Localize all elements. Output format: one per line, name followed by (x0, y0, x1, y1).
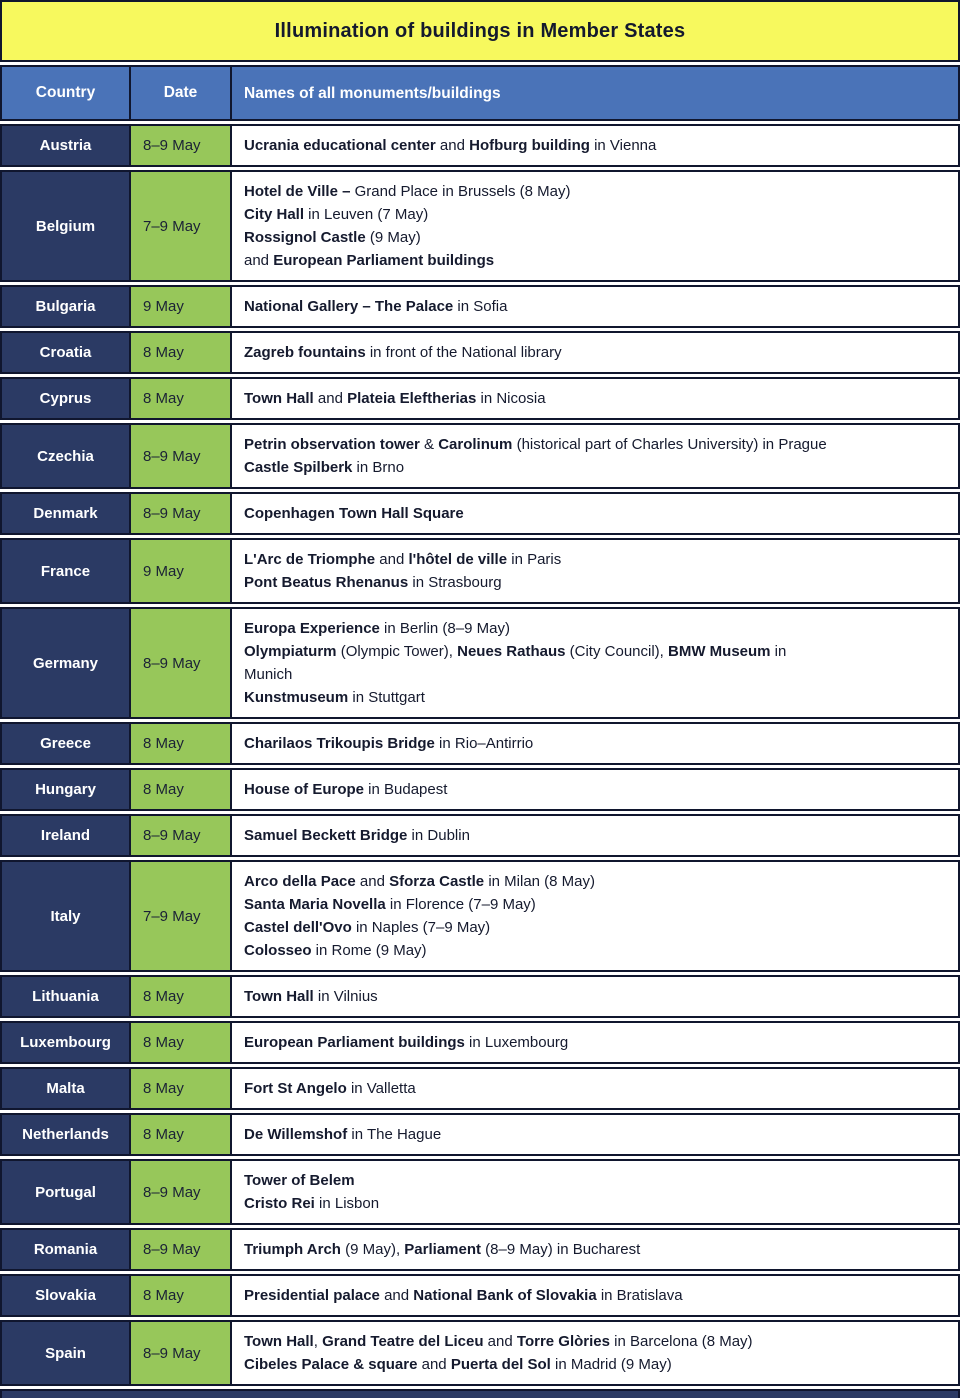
date-cell: 8 May (129, 1023, 230, 1062)
table-header-row (0, 65, 960, 121)
country-cell: Croatia (2, 333, 129, 372)
monument-line: L'Arc de Triomphe and l'hôtel de ville in Paris (244, 551, 562, 568)
monument-line: European Parliament buildings in Luxembourg (244, 1034, 569, 1051)
monuments-cell (230, 816, 958, 855)
monument-line: City Hall in Leuven (7 May) (244, 206, 429, 223)
table-row (0, 607, 960, 719)
country-cell: Slovakia (2, 1276, 129, 1315)
monuments-cell (230, 770, 958, 809)
monuments-cell (230, 494, 958, 533)
monuments-cell (230, 333, 958, 372)
monument-line: Tower of Belem (244, 1172, 355, 1189)
monuments-cell (230, 126, 958, 165)
monuments-cell (230, 977, 958, 1016)
next-row-partial (0, 1389, 960, 1398)
table-row (0, 1159, 960, 1225)
monument-line: Rossignol Castle (9 May) (244, 229, 421, 246)
table-row (0, 1113, 960, 1156)
country-cell: Bulgaria (2, 287, 129, 326)
page-title: Illumination of buildings in Member States (0, 0, 960, 62)
date-cell: 8 May (129, 724, 230, 763)
monument-line: Town Hall and Plateia Eleftherias in Nicosia (244, 390, 546, 407)
table-row (0, 492, 960, 535)
monument-line: Castel dell'Ovo in Naples (7–9 May) (244, 919, 491, 936)
monuments-cell (230, 379, 958, 418)
column-header-date: Date (129, 67, 230, 119)
monument-line: Europa Experience in Berlin (8–9 May) (244, 620, 510, 637)
monument-line: Pont Beatus Rhenanus in Strasbourg (244, 574, 502, 591)
country-cell: Malta (2, 1069, 129, 1108)
monument-line: De Willemshof in The Hague (244, 1126, 442, 1143)
monument-line: Town Hall in Vilnius (244, 988, 378, 1005)
date-cell: 8 May (129, 333, 230, 372)
monument-line: Samuel Beckett Bridge in Dublin (244, 827, 470, 844)
country-cell: Spain (2, 1322, 129, 1384)
monument-line: Ucrania educational center and Hofburg building in Vienna (244, 137, 657, 154)
monuments-cell (230, 724, 958, 763)
table-row (0, 331, 960, 374)
monument-line: Copenhagen Town Hall Square (244, 505, 464, 522)
date-cell: 9 May (129, 287, 230, 326)
date-cell: 8 May (129, 770, 230, 809)
table-row (0, 1021, 960, 1064)
monument-line: Fort St Angelo in Valletta (244, 1080, 416, 1097)
monument-line: Town Hall, Grand Teatre del Liceu and Torre Glòries in Barcelona (8 May) (244, 1333, 753, 1350)
monument-line: Santa Maria Novella in Florence (7–9 May) (244, 896, 536, 913)
monuments-cell (230, 1023, 958, 1062)
monuments-cell (230, 540, 958, 602)
monument-line: Cibeles Palace & square and Puerta del Sol in Madrid (9 May) (244, 1356, 672, 1373)
date-cell: 8 May (129, 1069, 230, 1108)
table-row (0, 1274, 960, 1317)
monuments-cell (230, 1069, 958, 1108)
table-row (0, 814, 960, 857)
table-row (0, 285, 960, 328)
table-row (0, 1320, 960, 1386)
monument-line: Zagreb fountains in front of the National library (244, 344, 562, 361)
country-cell: Greece (2, 724, 129, 763)
date-cell: 9 May (129, 540, 230, 602)
table-row (0, 860, 960, 972)
date-cell: 8–9 May (129, 1230, 230, 1269)
date-cell: 8 May (129, 1276, 230, 1315)
country-cell: Belgium (2, 172, 129, 280)
monument-line: House of Europe in Budapest (244, 781, 448, 798)
table-row (0, 975, 960, 1018)
column-header-monuments: Names of all monuments/buildings (230, 67, 958, 119)
monuments-cell (230, 425, 958, 487)
date-cell: 8–9 May (129, 609, 230, 717)
monuments-cell (230, 862, 958, 970)
country-cell: Cyprus (2, 379, 129, 418)
country-cell: Luxembourg (2, 1023, 129, 1062)
country-cell: Netherlands (2, 1115, 129, 1154)
country-cell: Hungary (2, 770, 129, 809)
monument-line: Munich (244, 666, 293, 683)
monument-line: National Gallery – The Palace in Sofia (244, 298, 508, 315)
monuments-cell (230, 287, 958, 326)
date-cell: 8 May (129, 1115, 230, 1154)
table-row (0, 1228, 960, 1271)
country-cell: Lithuania (2, 977, 129, 1016)
monuments-cell (230, 1276, 958, 1315)
date-cell: 8–9 May (129, 425, 230, 487)
table-row (0, 377, 960, 420)
country-cell: Czechia (2, 425, 129, 487)
date-cell: 8 May (129, 379, 230, 418)
monuments-cell (230, 172, 958, 280)
country-cell: Romania (2, 1230, 129, 1269)
monument-line: Triumph Arch (9 May), Parliament (8–9 May) in Bucharest (244, 1241, 641, 1258)
country-cell: Denmark (2, 494, 129, 533)
date-cell: 7–9 May (129, 172, 230, 280)
table-row (0, 170, 960, 282)
country-cell: Germany (2, 609, 129, 717)
country-cell: Ireland (2, 816, 129, 855)
table-body (0, 124, 960, 1386)
monuments-cell (230, 609, 958, 717)
column-header-country: Country (2, 67, 129, 119)
table-row (0, 768, 960, 811)
monument-line: Olympiaturm (Olympic Tower), Neues Rathaus (City Council), BMW Museum in (244, 643, 787, 660)
monument-line: Colosseo in Rome (9 May) (244, 942, 427, 959)
monument-line: Cristo Rei in Lisbon (244, 1195, 380, 1212)
monument-line: Presidential palace and National Bank of Slovakia in Bratislava (244, 1287, 683, 1304)
date-cell: 8–9 May (129, 126, 230, 165)
monument-line: Kunstmuseum in Stuttgart (244, 689, 425, 706)
date-cell: 8–9 May (129, 1161, 230, 1223)
date-cell: 8 May (129, 977, 230, 1016)
monuments-cell (230, 1322, 958, 1384)
monuments-cell (230, 1161, 958, 1223)
date-cell: 8–9 May (129, 816, 230, 855)
table-row (0, 722, 960, 765)
table-row (0, 124, 960, 167)
country-cell: France (2, 540, 129, 602)
monument-line: Charilaos Trikoupis Bridge in Rio–Antirrio (244, 735, 534, 752)
monument-line: Petrin observation tower & Carolinum (historical part of Charles University) in Prague (244, 436, 827, 453)
monument-line: Arco della Pace and Sforza Castle in Milan (8 May) (244, 873, 596, 890)
monuments-cell (230, 1230, 958, 1269)
table-row (0, 1067, 960, 1110)
country-cell: Austria (2, 126, 129, 165)
monument-line: Castle Spilberk in Brno (244, 459, 405, 476)
monument-line: Hotel de Ville – Grand Place in Brussels (8 May) (244, 183, 571, 200)
monument-line: and European Parliament buildings (244, 252, 495, 269)
date-cell: 8–9 May (129, 494, 230, 533)
date-cell: 7–9 May (129, 862, 230, 970)
table-row (0, 538, 960, 604)
monuments-cell (230, 1115, 958, 1154)
country-cell: Portugal (2, 1161, 129, 1223)
date-cell: 8–9 May (129, 1322, 230, 1384)
country-cell: Italy (2, 862, 129, 970)
table-row (0, 423, 960, 489)
